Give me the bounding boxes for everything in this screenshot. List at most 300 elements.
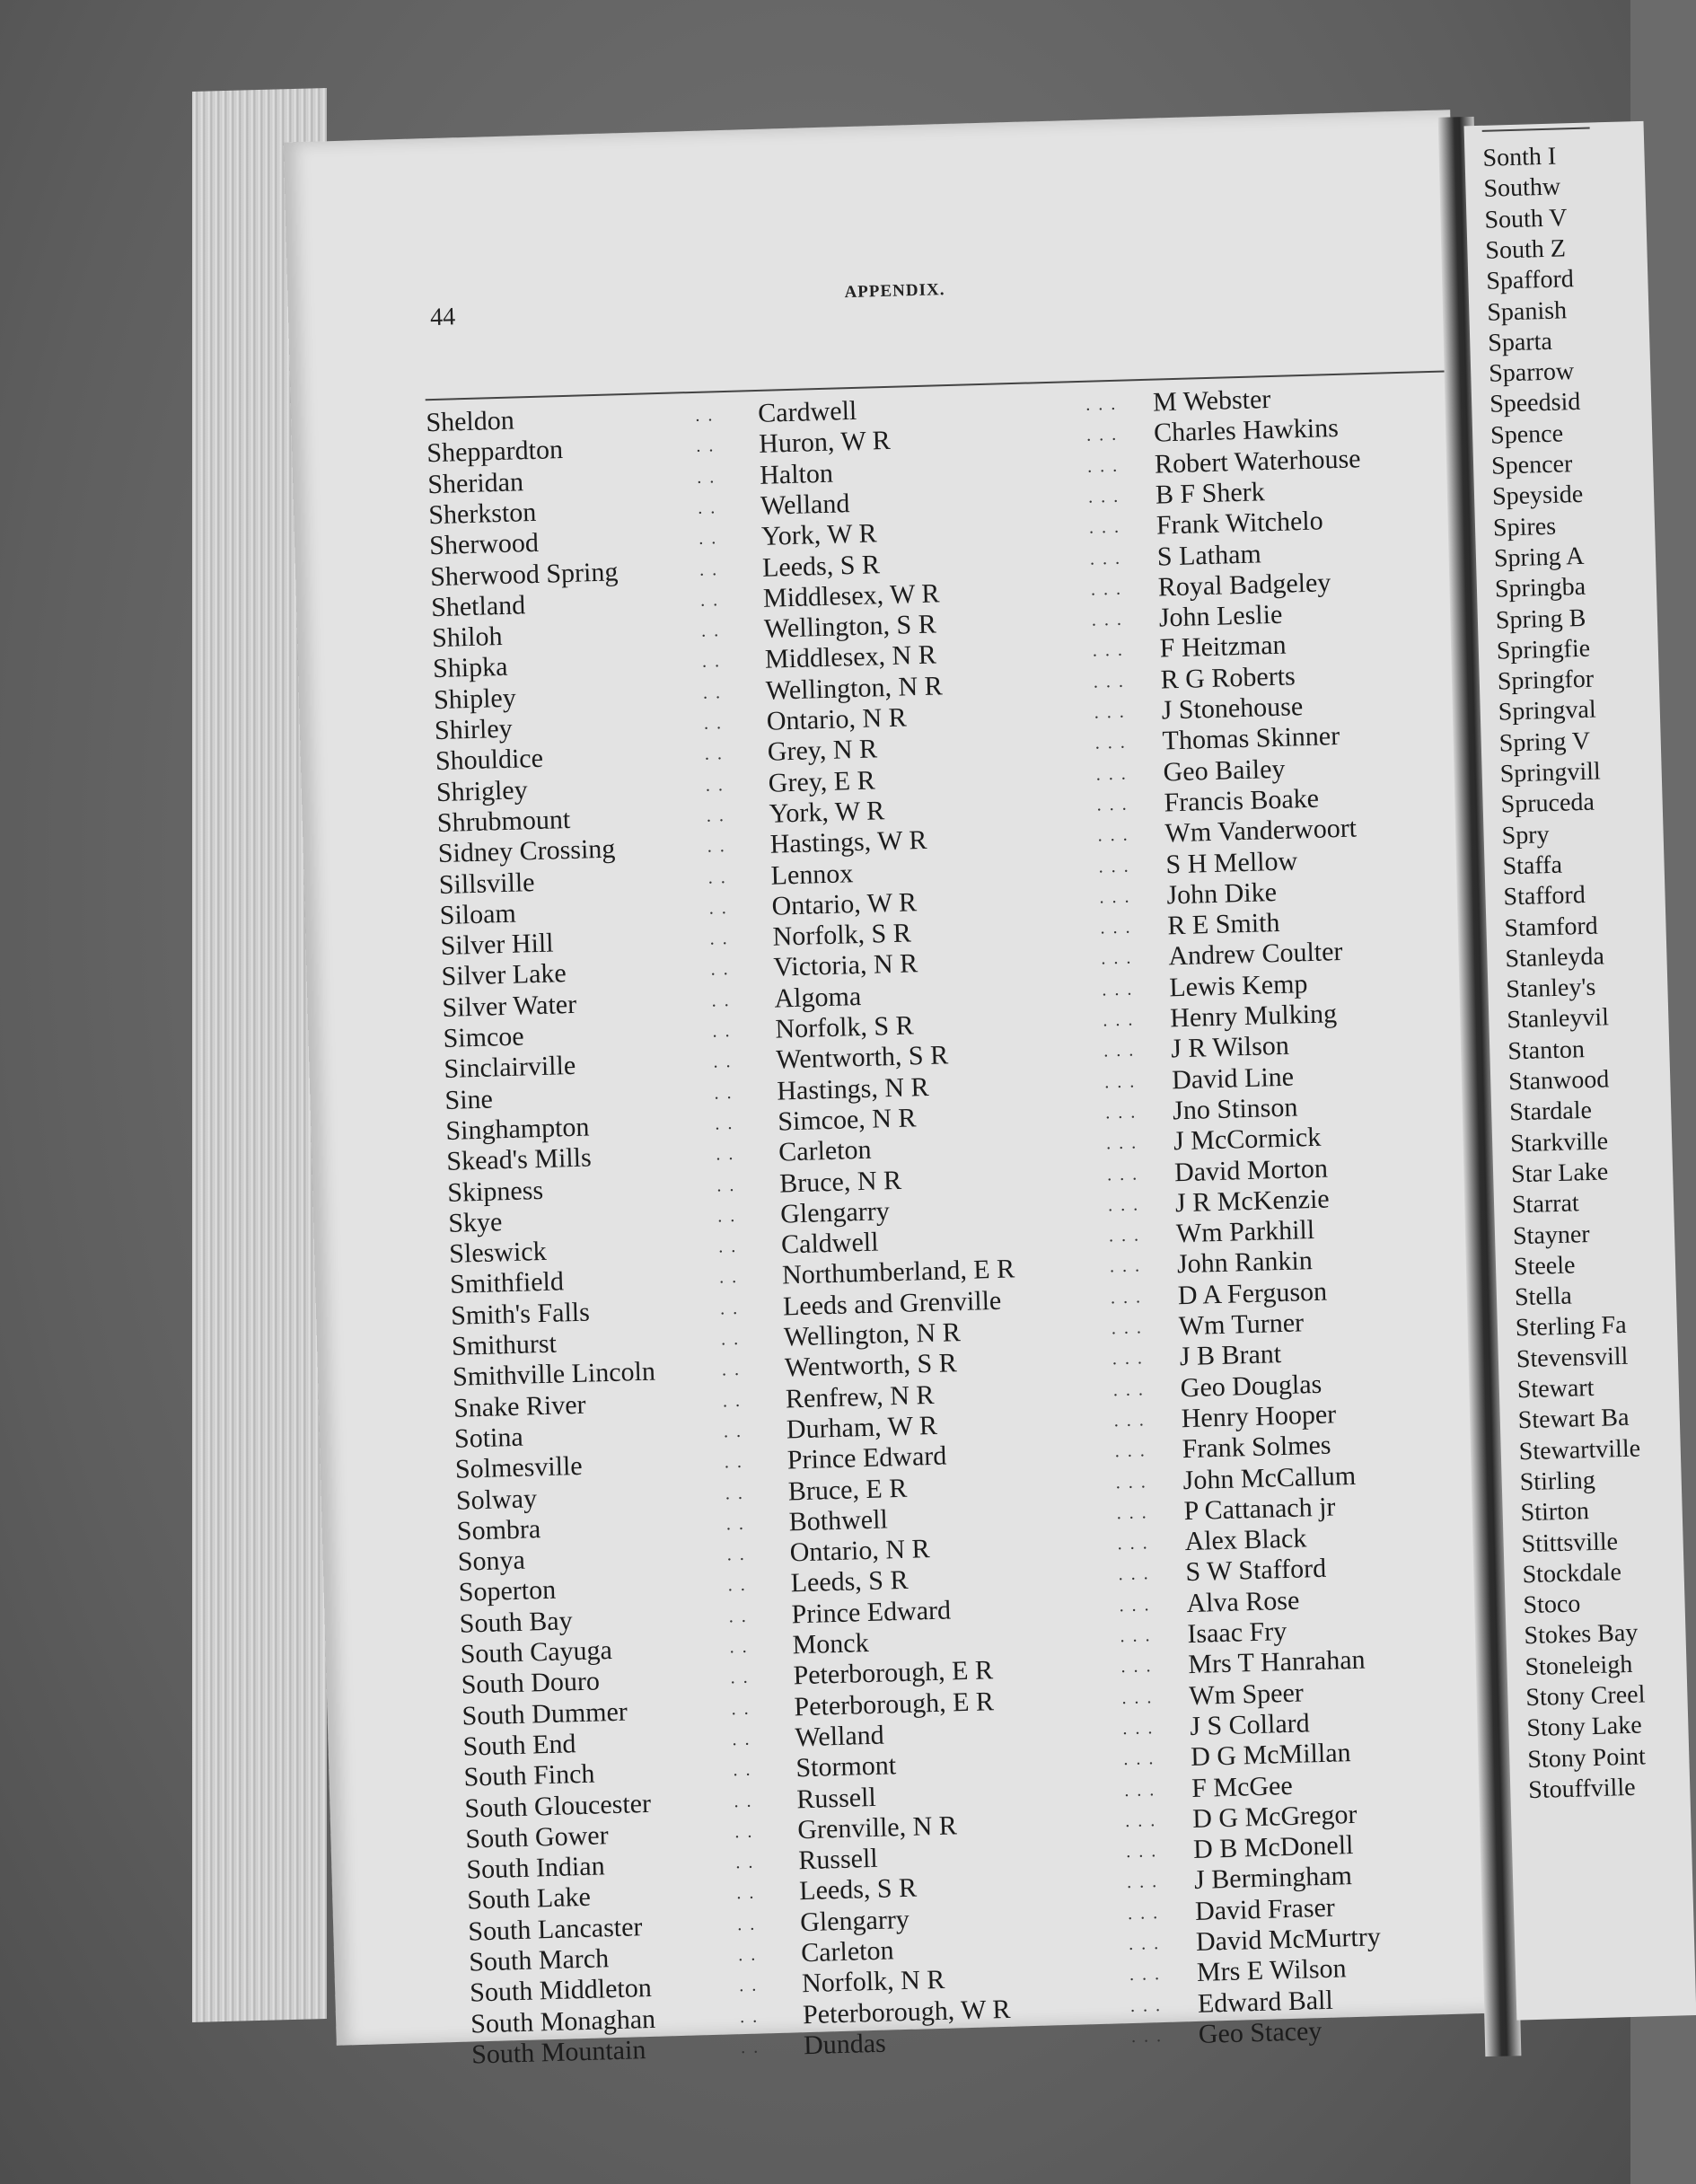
- postmaster-name: D G McGregor: [1191, 1799, 1358, 1834]
- county-name: Grey, E R: [768, 765, 876, 798]
- post-office-name: Spencer: [1490, 450, 1573, 480]
- leader-dots: . .: [697, 498, 717, 518]
- post-office-name: Skye: [447, 1207, 503, 1238]
- post-office-name: Shipley: [433, 682, 517, 715]
- postmaster-name: Lewis Kemp: [1168, 968, 1308, 1003]
- county-name: Leeds and Grenville: [782, 1285, 1002, 1322]
- post-office-name: Spring A: [1493, 542, 1585, 573]
- post-office-name: Stony Lake: [1525, 1711, 1643, 1743]
- leader-dots: . . .: [1098, 856, 1130, 877]
- county-name: Norfolk, N R: [801, 1965, 945, 1999]
- leader-dots: . . .: [1086, 455, 1120, 477]
- post-office-name: South End: [462, 1729, 576, 1762]
- leader-dots: . .: [722, 1390, 743, 1412]
- postmaster-name: Geo Stacey: [1198, 2015, 1323, 2049]
- postmaster-name: J S Collard: [1189, 1708, 1311, 1741]
- leader-dots: . .: [704, 744, 725, 765]
- leader-dots: . . .: [1105, 1132, 1138, 1154]
- postmaster-name: Andrew Coulter: [1167, 937, 1343, 972]
- leader-dots: . .: [731, 1698, 751, 1719]
- county-name: Leeds, S R: [761, 549, 881, 583]
- postmaster-name: Francis Boake: [1164, 783, 1320, 818]
- postmaster-name: B F Sherk: [1155, 477, 1266, 510]
- post-office-name: Starrat: [1511, 1189, 1580, 1220]
- post-office-name: Springba: [1494, 573, 1586, 603]
- post-office-name: Stirton: [1520, 1497, 1590, 1528]
- post-office-name: Springfie: [1496, 634, 1591, 665]
- postmaster-name: R G Roberts: [1160, 661, 1296, 695]
- post-office-name: Soperton: [458, 1575, 557, 1608]
- leader-dots: . .: [739, 2006, 760, 2027]
- leader-dots: . . .: [1106, 1163, 1139, 1184]
- postmaster-name: Mrs T Hanrahan: [1187, 1644, 1366, 1680]
- postmaster-name: Alex Black: [1184, 1523, 1307, 1557]
- postmaster-name: John Dike: [1165, 876, 1278, 911]
- leader-dots: . .: [702, 682, 723, 703]
- county-name: Bruce, E R: [787, 1473, 908, 1506]
- post-office-name: Stittsville: [1521, 1527, 1619, 1558]
- county-name: Prince Edward: [786, 1440, 947, 1475]
- leader-dots: . . .: [1113, 1410, 1147, 1431]
- county-name: Renfrew, N R: [785, 1379, 935, 1414]
- postmaster-name: D G McMillan: [1190, 1738, 1351, 1773]
- post-office-name: Sparrow: [1488, 357, 1575, 388]
- leader-dots: . .: [716, 1144, 735, 1165]
- leader-dots: . .: [710, 959, 730, 981]
- post-office-name: Sillsville: [438, 867, 535, 900]
- leader-dots: . . .: [1112, 1348, 1145, 1369]
- leader-dots: . .: [724, 1452, 744, 1473]
- post-office-name: Sonth I: [1482, 142, 1557, 172]
- post-office-name: Stanleyvil: [1506, 1003, 1610, 1035]
- county-name: Norfolk, S R: [772, 918, 912, 952]
- post-office-name: South Gloucester: [464, 1788, 652, 1824]
- county-name: Carleton: [800, 1935, 894, 1968]
- leader-dots: . .: [699, 559, 719, 580]
- county-name: Bruce, N R: [778, 1165, 902, 1199]
- county-name: Dundas: [803, 2028, 887, 2061]
- post-office-name: South V: [1484, 203, 1568, 234]
- post-office-name: Stafford: [1503, 881, 1586, 911]
- leader-dots: . . .: [1124, 1810, 1157, 1831]
- leader-dots: . . .: [1094, 701, 1127, 723]
- leader-dots: . .: [726, 1544, 747, 1565]
- post-office-name: Silver Lake: [441, 958, 567, 992]
- post-office-name: Smith's Falls: [450, 1297, 591, 1331]
- county-name: Grey, N R: [767, 734, 878, 768]
- county-name: Middlesex, W R: [762, 578, 940, 613]
- post-office-name: Spanish: [1486, 295, 1568, 327]
- post-office-name: Stardale: [1508, 1096, 1593, 1127]
- county-name: Northumberland, E R: [781, 1254, 1015, 1290]
- post-office-name: South Monaghan: [470, 2003, 656, 2039]
- county-name: Leeds, S R: [798, 1873, 918, 1907]
- postmaster-name: M Webster: [1152, 383, 1271, 418]
- post-office-name: Steele: [1513, 1251, 1576, 1281]
- post-office-name: Siloam: [439, 898, 517, 930]
- county-name: Welland: [795, 1720, 885, 1753]
- post-office-name: Sidney Crossing: [437, 833, 616, 869]
- post-office-name: Sherwood Spring: [429, 556, 619, 592]
- leader-dots: . .: [734, 1791, 753, 1811]
- leader-dots: . .: [709, 929, 729, 949]
- county-name: Wentworth, S R: [775, 1040, 949, 1075]
- leader-dots: . .: [701, 651, 722, 673]
- post-office-name: Shetland: [430, 590, 526, 622]
- leader-dots: . . .: [1100, 917, 1132, 938]
- leader-dots: . . .: [1099, 886, 1131, 908]
- leader-dots: . .: [696, 466, 716, 488]
- leader-dots: . . .: [1095, 763, 1128, 785]
- county-name: Norfolk, S R: [774, 1010, 915, 1044]
- county-name: Huron, W R: [758, 426, 892, 460]
- leader-dots: . .: [721, 1360, 742, 1380]
- county-name: Algoma: [774, 981, 862, 1014]
- county-name: Monck: [792, 1628, 870, 1660]
- post-office-name: Star Lake: [1510, 1158, 1609, 1189]
- leader-dots: . . .: [1118, 1563, 1150, 1585]
- leader-dots: . . .: [1117, 1533, 1149, 1554]
- leader-dots: . . .: [1103, 1071, 1137, 1093]
- county-name: Victoria, N R: [773, 948, 918, 983]
- leader-dots: . . .: [1111, 1317, 1144, 1339]
- postmaster-name: J R Wilson: [1170, 1030, 1290, 1064]
- leader-dots: . . .: [1096, 794, 1129, 815]
- post-office-name: Springval: [1498, 695, 1597, 727]
- postmaster-name: Isaac Fry: [1186, 1616, 1287, 1650]
- leader-dots: . .: [733, 1759, 752, 1781]
- county-name: Prince Edward: [791, 1595, 952, 1630]
- post-office-name: Stewart Ba: [1517, 1404, 1630, 1435]
- county-name: Caldwell: [780, 1227, 879, 1260]
- leader-dots: . . .: [1102, 979, 1134, 1000]
- post-office-name: Staffa: [1502, 850, 1563, 881]
- postmaster-name: Jno Stinson: [1172, 1092, 1298, 1126]
- leader-dots: . . .: [1088, 516, 1121, 538]
- leader-dots: . .: [728, 1606, 748, 1627]
- post-office-name: Stewart: [1516, 1373, 1595, 1405]
- leader-dots: . . .: [1126, 1871, 1159, 1893]
- leader-dots: . . .: [1104, 1102, 1138, 1123]
- county-name: Hastings, W R: [769, 825, 927, 859]
- leader-dots: . . .: [1089, 548, 1122, 569]
- leader-dots: . .: [708, 897, 728, 919]
- county-name: Glengarry: [779, 1195, 891, 1229]
- leader-dots: . . .: [1090, 578, 1123, 600]
- county-name: Russell: [797, 1843, 879, 1876]
- leader-dots: . .: [714, 1082, 734, 1104]
- leader-dots: . . .: [1110, 1287, 1143, 1308]
- county-name: Glengarry: [799, 1904, 910, 1937]
- leader-dots: . .: [723, 1421, 743, 1442]
- leader-dots: . . .: [1127, 1902, 1160, 1924]
- leader-dots: . .: [715, 1113, 734, 1134]
- county-name: Russell: [795, 1782, 877, 1814]
- post-office-name: Stewartville: [1518, 1434, 1641, 1466]
- post-office-name: Sombra: [456, 1513, 541, 1546]
- postmaster-name: J R McKenzie: [1174, 1184, 1331, 1219]
- leader-dots: . . .: [1107, 1194, 1140, 1216]
- postmaster-name: Henry Mulking: [1169, 999, 1338, 1034]
- post-office-name: Stoco: [1523, 1590, 1581, 1620]
- post-office-name: Sterling Fa: [1515, 1311, 1628, 1343]
- county-name: Wentworth, S R: [784, 1348, 958, 1383]
- left-page: [284, 110, 1504, 2070]
- postmaster-name: Wm Vanderwoort: [1164, 813, 1358, 849]
- postmaster-name: John McCallum: [1182, 1460, 1357, 1495]
- postmaster-name: Wm Speer: [1188, 1678, 1305, 1711]
- leader-dots: . .: [732, 1729, 751, 1750]
- county-name: Peterborough, W R: [802, 1994, 1011, 2030]
- postmaster-name: Edward Ball: [1197, 1985, 1334, 2019]
- leader-dots: . . .: [1094, 732, 1127, 753]
- post-office-name: Spring V: [1498, 727, 1591, 758]
- post-office-name: Sleswick: [448, 1236, 548, 1269]
- post-office-name: Speedsid: [1489, 388, 1581, 419]
- post-office-name: South Mountain: [470, 2035, 646, 2070]
- post-office-name: Sonya: [457, 1545, 526, 1577]
- leader-dots: . . .: [1109, 1255, 1142, 1277]
- county-name: Cardwell: [757, 395, 857, 428]
- postmaster-name: Royal Badgeley: [1157, 567, 1331, 603]
- postmaster-name: Wm Turner: [1178, 1308, 1305, 1342]
- postmaster-name: R E Smith: [1166, 908, 1280, 941]
- right-header-rule: [1482, 128, 1590, 132]
- post-office-name: Shrubmount: [436, 804, 571, 838]
- county-name: Durham, W R: [786, 1410, 938, 1445]
- post-office-name: Springfor: [1497, 665, 1595, 696]
- leader-dots: . . .: [1116, 1502, 1148, 1524]
- leader-dots: . .: [703, 713, 724, 734]
- county-name: Halton: [759, 458, 834, 490]
- post-office-name: Solmesville: [454, 1451, 584, 1484]
- leader-dots: . .: [716, 1175, 736, 1196]
- post-office-name: Silver Hill: [440, 928, 554, 962]
- leader-dots: . . .: [1087, 486, 1120, 507]
- leader-dots: . .: [707, 836, 727, 857]
- post-office-name: South March: [468, 1943, 610, 1977]
- page-header: [287, 264, 1455, 350]
- postmaster-name: David Line: [1171, 1061, 1295, 1095]
- postmaster-name: J Bermingham: [1193, 1861, 1353, 1896]
- leader-dots: . .: [725, 1483, 745, 1503]
- post-office-name: South Douro: [461, 1666, 601, 1700]
- leader-dots: . .: [730, 1668, 750, 1688]
- leader-dots: . .: [736, 1914, 757, 1934]
- leader-dots: . .: [718, 1267, 739, 1288]
- leader-dots: . . .: [1120, 1625, 1152, 1647]
- postmaster-name: Henry Hooper: [1181, 1399, 1337, 1434]
- leader-dots: . . .: [1125, 1841, 1158, 1863]
- post-office-name: Smithurst: [451, 1328, 558, 1361]
- county-name: York, W R: [769, 796, 885, 829]
- post-office-name: Stockdale: [1522, 1557, 1622, 1590]
- postmaster-name: J Stonehouse: [1161, 691, 1304, 726]
- post-office-name: Southw: [1483, 172, 1561, 204]
- leader-dots: . .: [720, 1328, 741, 1350]
- post-office-name: Stanleyda: [1505, 942, 1605, 973]
- post-office-name: Simcoe: [443, 1021, 525, 1053]
- post-office-name: South Bay: [459, 1605, 574, 1639]
- post-office-name: Smithfield: [449, 1266, 565, 1300]
- post-office-name: Snake River: [453, 1389, 586, 1423]
- post-office-name: South Cayuga: [460, 1634, 613, 1669]
- postmaster-name: F McGee: [1191, 1770, 1294, 1803]
- post-office-name: South Gower: [465, 1819, 610, 1854]
- leader-dots: . . .: [1128, 1933, 1161, 1955]
- post-office-name: Stella: [1514, 1281, 1573, 1312]
- postmaster-name: Alva Rose: [1186, 1585, 1300, 1618]
- post-office-name: Shouldice: [435, 744, 544, 777]
- leader-dots: . .: [735, 1883, 756, 1904]
- postmaster-name: Frank Witchelo: [1156, 506, 1324, 541]
- post-office-name: Stouffville: [1527, 1773, 1636, 1805]
- leader-dots: . . .: [1122, 1748, 1156, 1770]
- post-office-name: Shirley: [434, 713, 514, 746]
- post-office-name: Stamford: [1504, 911, 1599, 942]
- post-office-name: Shipka: [432, 652, 508, 684]
- leader-dots: . .: [711, 990, 731, 1011]
- leader-dots: . .: [735, 1852, 755, 1873]
- leader-dots: . . .: [1120, 1656, 1153, 1678]
- county-name: Leeds, S R: [790, 1565, 909, 1598]
- postmaster-name: Geo Bailey: [1163, 753, 1286, 788]
- post-office-name: Sparta: [1487, 327, 1553, 357]
- leader-dots: . . .: [1129, 1964, 1162, 1986]
- county-name: Ontario, W R: [771, 887, 918, 921]
- leader-dots: . .: [716, 1205, 737, 1227]
- post-office-name: Stokes Bay: [1524, 1619, 1639, 1651]
- post-office-name: Solway: [455, 1483, 538, 1516]
- county-name: Welland: [760, 489, 850, 521]
- leader-dots: . .: [705, 774, 725, 796]
- post-office-name: Sotina: [453, 1422, 524, 1454]
- postmaster-name: John Leslie: [1158, 599, 1283, 633]
- county-name: Lennox: [770, 858, 854, 891]
- county-name: Wellington, S R: [763, 609, 937, 644]
- directory-table: [426, 379, 1496, 2095]
- postmaster-name: J B Brant: [1179, 1339, 1282, 1372]
- leader-dots: . .: [695, 436, 716, 457]
- county-name: Bothwell: [788, 1504, 889, 1537]
- leader-dots: . . .: [1114, 1440, 1147, 1462]
- post-office-name: South Middleton: [469, 1973, 653, 2008]
- leader-dots: . . .: [1085, 393, 1118, 415]
- leader-dots: . . .: [1103, 1009, 1135, 1031]
- leader-dots: . . .: [1108, 1225, 1141, 1246]
- right-page-office-list: [1482, 139, 1692, 1849]
- post-office-name: Skipness: [446, 1175, 544, 1208]
- postmaster-name: D B McDonell: [1192, 1830, 1354, 1865]
- post-office-name: Spafford: [1485, 265, 1575, 295]
- post-office-name: Speyside: [1491, 480, 1584, 511]
- leader-dots: . .: [725, 1513, 746, 1535]
- leader-dots: . . .: [1091, 609, 1124, 630]
- county-name: Simcoe, N R: [777, 1103, 917, 1137]
- leader-dots: . .: [738, 1975, 759, 1996]
- leader-dots: . .: [700, 621, 721, 641]
- leader-dots: . . .: [1097, 824, 1129, 846]
- post-office-name: Spry: [1501, 820, 1550, 850]
- leader-dots: . .: [717, 1237, 738, 1257]
- post-office-name: Shiloh: [431, 621, 503, 654]
- post-office-name: Stevensvill: [1516, 1342, 1629, 1373]
- leader-dots: . .: [713, 1052, 733, 1072]
- post-office-name: Silver Water: [442, 989, 577, 1023]
- post-office-name: Sine: [444, 1084, 494, 1115]
- county-name: Peterborough, E R: [793, 1655, 994, 1691]
- post-office-name: Smithville Lincoln: [452, 1356, 656, 1393]
- leader-dots: . . .: [1115, 1471, 1147, 1493]
- leader-dots: . . .: [1121, 1686, 1154, 1708]
- leader-dots: . .: [734, 1821, 754, 1843]
- post-office-name: Spring B: [1495, 603, 1586, 635]
- page-number: 44: [429, 303, 456, 332]
- county-name: Wellington, N R: [765, 670, 944, 706]
- postmaster-name: Mrs E Wilson: [1196, 1953, 1347, 1988]
- leader-dots: . . .: [1103, 1040, 1136, 1061]
- county-name: Ontario, N R: [766, 702, 908, 736]
- county-name: Peterborough, E R: [794, 1686, 995, 1722]
- county-name: Middlesex, N R: [764, 639, 937, 675]
- leader-dots: . .: [707, 867, 727, 888]
- county-name: York, W R: [760, 518, 877, 552]
- postmaster-name: Frank Solmes: [1182, 1430, 1331, 1465]
- leader-dots: . . .: [1123, 1779, 1156, 1801]
- postmaster-name: Charles Hawkins: [1153, 413, 1340, 448]
- postmaster-name: David Fraser: [1194, 1892, 1336, 1926]
- leader-dots: . .: [698, 528, 718, 550]
- post-office-name: South Lancaster: [467, 1911, 643, 1947]
- post-office-name: Stayner: [1512, 1220, 1591, 1250]
- post-office-name: South Dummer: [461, 1696, 628, 1731]
- post-office-name: Spires: [1492, 512, 1557, 542]
- leader-dots: . . .: [1122, 1718, 1155, 1739]
- post-office-name: Spence: [1489, 419, 1564, 450]
- post-office-name: Stanley's: [1505, 973, 1596, 1004]
- post-office-name: South Indian: [465, 1851, 606, 1885]
- leader-dots: . .: [727, 1575, 748, 1596]
- post-office-name: South Finch: [463, 1758, 595, 1792]
- county-name: Ontario, N R: [789, 1534, 930, 1568]
- post-office-name: Sheldon: [425, 405, 515, 438]
- post-office-name: Stanton: [1507, 1035, 1586, 1066]
- postmaster-name: S W Stafford: [1185, 1554, 1327, 1588]
- post-office-name: Sheppardton: [426, 435, 564, 469]
- post-office-name: Starkville: [1509, 1126, 1609, 1158]
- county-name: Hastings, N R: [776, 1071, 929, 1106]
- post-office-name: Singhampton: [445, 1112, 590, 1146]
- leader-dots: . . .: [1130, 2025, 1164, 2047]
- post-office-name: Shrigley: [435, 774, 529, 807]
- post-office-name: South Lake: [466, 1882, 592, 1915]
- county-name: Carleton: [778, 1134, 873, 1167]
- postmaster-name: D A Ferguson: [1177, 1276, 1328, 1310]
- county-name: Wellington, N R: [783, 1317, 962, 1352]
- post-office-name: Sheridan: [426, 466, 524, 499]
- county-name: Grenville, N R: [796, 1810, 958, 1845]
- post-office-name: Sinclairville: [444, 1051, 576, 1085]
- leader-dots: . .: [699, 590, 720, 611]
- leader-dots: . . .: [1085, 425, 1119, 446]
- post-office-name: Spruceda: [1500, 788, 1595, 819]
- leader-dots: . .: [712, 1021, 732, 1042]
- postmaster-name: David McMurtry: [1195, 1922, 1382, 1957]
- leader-dots: . . .: [1093, 671, 1126, 692]
- leader-dots: . . .: [1119, 1594, 1151, 1616]
- county-name: Stormont: [795, 1750, 897, 1783]
- postmaster-name: John Rankin: [1176, 1246, 1314, 1280]
